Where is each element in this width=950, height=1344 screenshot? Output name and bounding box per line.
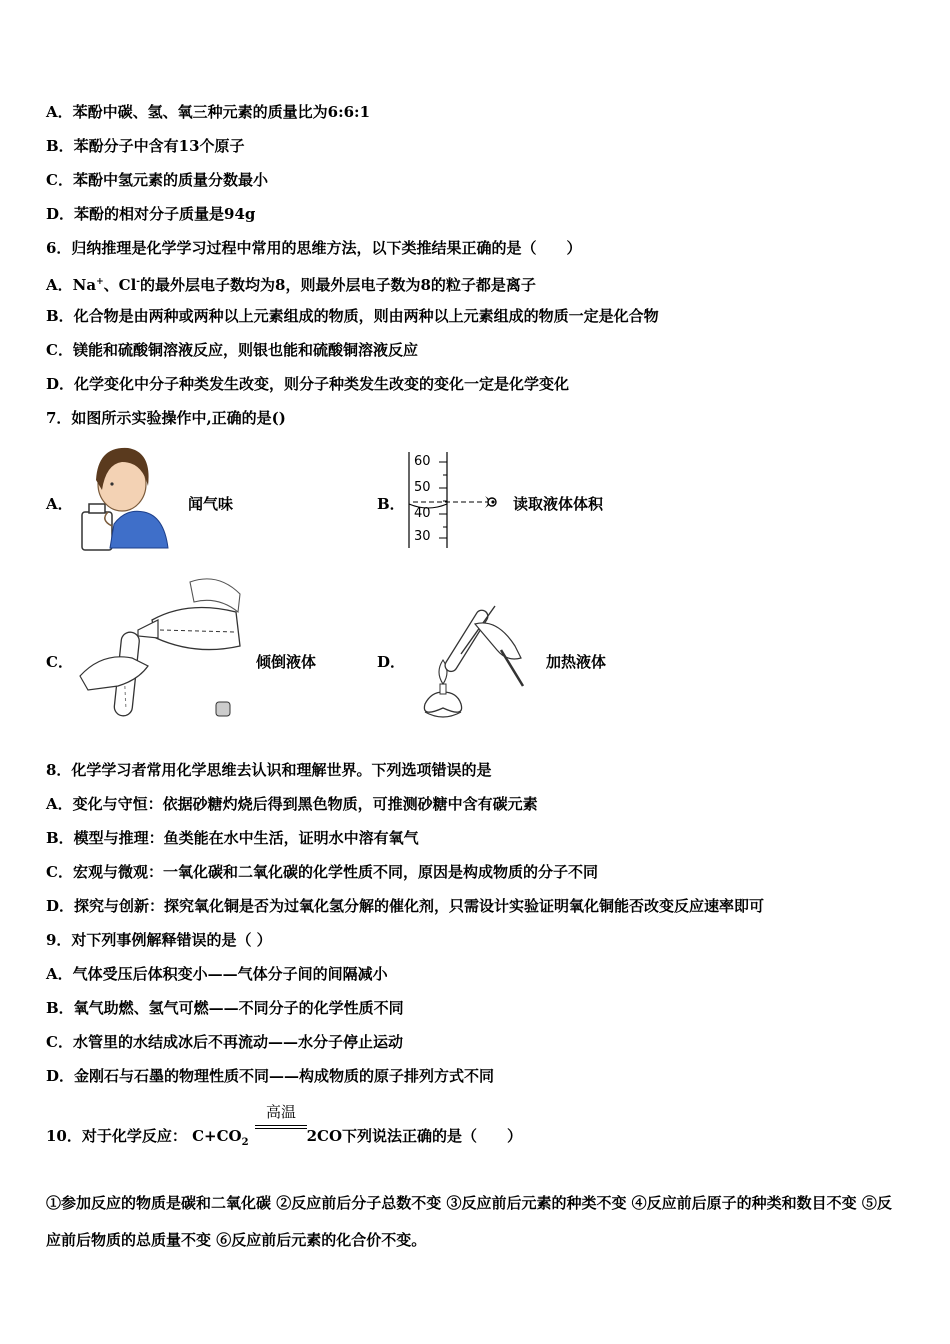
q7-a-label: A． xyxy=(46,495,73,513)
q7-b-label: B． xyxy=(377,495,405,513)
q8-option-b: B．模型与推理：鱼类能在水中生活，证明水中溶有氧气 xyxy=(46,829,419,847)
q6-option-d: D．化学变化中分子种类发生改变，则分子种类发生改变的变化一定是化学变化 xyxy=(46,375,570,393)
q5-option-b: B．苯酚分子中含有13个原子 xyxy=(46,137,245,155)
heating-liquid-figure xyxy=(405,600,530,724)
q6-option-c: C．镁能和硫酸铜溶液反应，则银也能和硫酸铜溶液反应 xyxy=(46,341,418,359)
q7-c-label: C． xyxy=(46,653,73,671)
cylinder-tick-40: 40 xyxy=(414,506,431,521)
cylinder-tick-30: 30 xyxy=(414,529,431,544)
reaction-condition-text: 高温 xyxy=(265,1103,296,1121)
q10-sub: 2 xyxy=(241,1137,249,1148)
q7-d-label: D． xyxy=(377,653,406,671)
q7-stem: 7．如图所示实验操作中,正确的是() xyxy=(46,409,286,427)
q9-option-d: D．金刚石与石墨的物理性质不同——构成物质的原子排列方式不同 xyxy=(46,1067,495,1085)
q5-option-d: D．苯酚的相对分子质量是94g xyxy=(46,205,256,223)
q6-a-prefix: A．Na xyxy=(46,276,97,294)
q10-stem xyxy=(46,1126,522,1153)
q5-option-a: A．苯酚中碳、氢、氧三种元素的质量比为6:6:1 xyxy=(46,103,371,121)
q6-option-b: B．化合物是由两种或两种以上元素组成的物质，则由两种以上元素组成的物质一定是化合物 xyxy=(46,307,659,325)
q10-product: 2CO xyxy=(306,1127,343,1145)
q9-stem: 9．对下列事例解释错误的是（ ） xyxy=(46,931,272,949)
pouring-liquid-figure xyxy=(78,572,248,722)
q6-a-sup2: - xyxy=(136,277,141,287)
q8-stem: 8．化学学习者常用化学思维去认识和理解世界。下列选项错误的是 xyxy=(46,761,492,779)
q7-b-caption: 读取液体体积 xyxy=(513,495,604,513)
q8-option-d: D．探究与创新：探究氧化铜是否为过氧化氢分解的催化剂，只需设计实验证明氧化铜能否改变反应速率即可 xyxy=(46,897,765,915)
q7-a-caption: 闻气味 xyxy=(188,495,234,513)
q7-c-caption: 倾倒液体 xyxy=(256,653,317,671)
q8-option-a: A．变化与守恒：依据砂糖灼烧后得到黑色物质，可推测砂糖中含有碳元素 xyxy=(46,795,538,813)
q10-statements: ①参加反应的物质是碳和二氧化碳 ②反应前后分子总数不变 ③反应前后元素的种类不变 ④反应前后原子的种类和数目不变 ⑤反应前后物质的总质量不变 ⑥反应前后元素的化合价不变。 xyxy=(46,1194,892,1249)
q9-option-b: B．氧气助燃、氢气可燃——不同分子的化学性质不同 xyxy=(46,999,404,1017)
reaction-equals-sign xyxy=(255,1125,307,1129)
q10-prefix: 10．对于化学反应： C+CO xyxy=(46,1127,242,1145)
reaction-condition xyxy=(255,1101,307,1129)
q6-a-suffix: 的最外层电子数均为8，则最外层电子数为8的粒子都是离子 xyxy=(140,276,536,294)
q6-a-sup1: + xyxy=(96,277,104,287)
q6-a-mid: 、Cl xyxy=(103,276,137,294)
q6-stem: 6．归纳推理是化学学习过程中常用的思维方法，以下类推结果正确的是（ ） xyxy=(46,239,582,257)
smelling-figure xyxy=(78,440,170,552)
cylinder-tick-60: 60 xyxy=(414,454,431,469)
q5-option-c: C．苯酚中氢元素的质量分数最小 xyxy=(46,171,268,189)
q8-option-c: C．宏观与微观：一氧化碳和二氧化碳的化学性质不同，原因是构成物质的分子不同 xyxy=(46,863,598,881)
cylinder-tick-50: 50 xyxy=(414,480,431,495)
q6-option-a xyxy=(46,272,536,295)
q9-option-a: A．气体受压后体积变小——气体分子间的间隔减小 xyxy=(46,965,388,983)
q9-option-c: C．水管里的水结成冰后不再流动——水分子停止运动 xyxy=(46,1033,403,1051)
q10-suffix: 下列说法正确的是（ ） xyxy=(342,1127,523,1145)
q7-d-caption: 加热液体 xyxy=(546,653,607,671)
